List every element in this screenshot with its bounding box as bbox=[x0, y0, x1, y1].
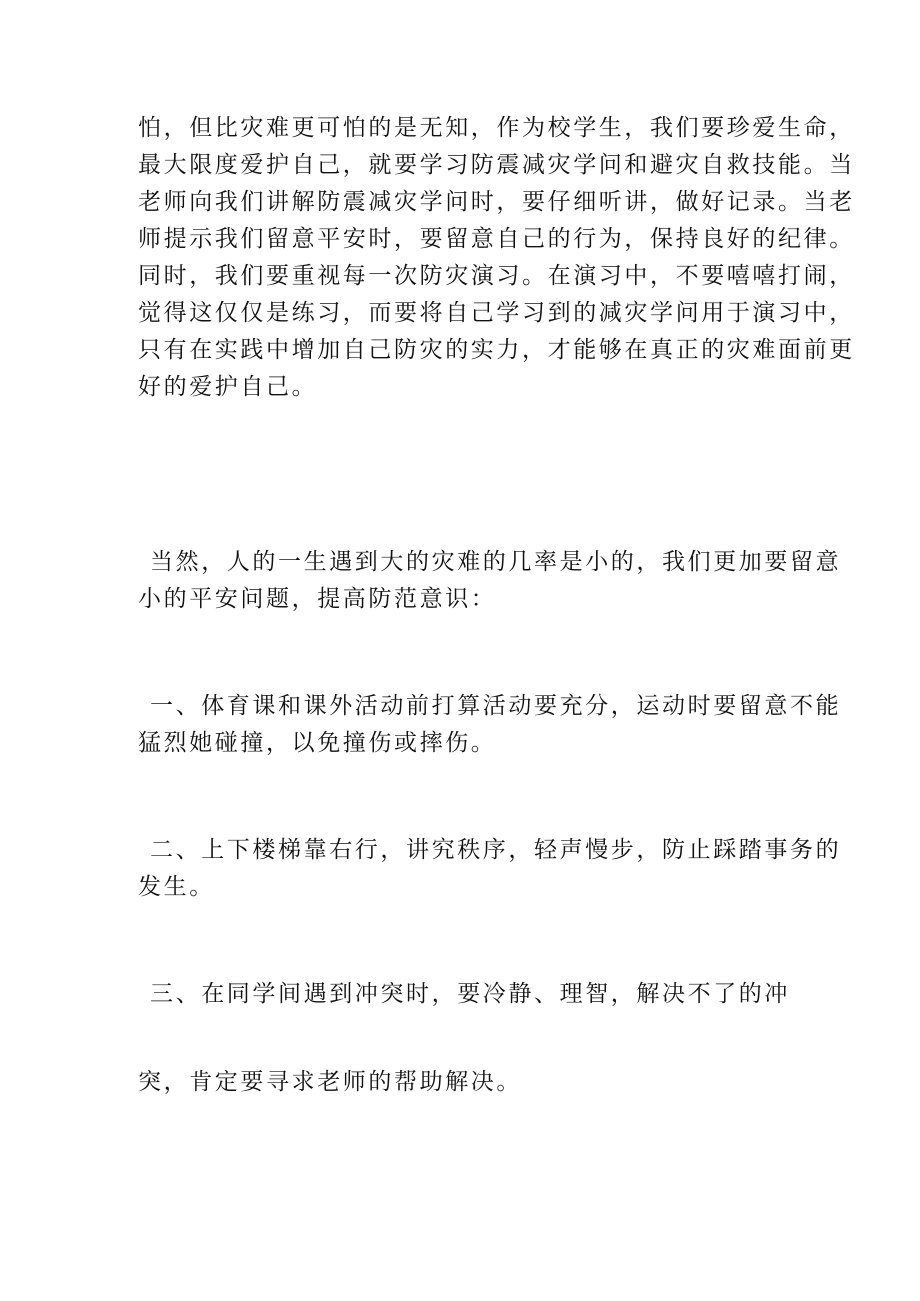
text-line: 同时，我们要重视每一次防灾演习。在演习中，不要嘻嘻打闹， bbox=[138, 263, 855, 289]
paragraph-disaster-awareness bbox=[138, 110, 855, 406]
text-line: 发生。 bbox=[138, 874, 215, 900]
text-line: 师提示我们留意平安时，要留意自己的行为，保持良好的纪律。 bbox=[138, 226, 855, 252]
text-line: 觉得这仅仅是练习，而要将自己学习到的减灾学问用于演习中， bbox=[138, 300, 855, 326]
text-line: 小的平安问题，提高防范意识： bbox=[138, 586, 497, 612]
text-line: 突，肯定要寻求老师的帮助解决。 bbox=[138, 1069, 522, 1095]
paragraph-rule-three-continued bbox=[138, 1064, 798, 1101]
text-line: 好的爱护自己。 bbox=[138, 374, 318, 400]
text-line: 二、上下楼梯靠右行，讲究秩序，轻声慢步，防止踩踏事务的 bbox=[150, 837, 842, 863]
text-line: 猛烈她碰撞，以免撞伤或摔伤。 bbox=[138, 730, 497, 756]
paragraph-safety-intro bbox=[138, 544, 842, 618]
text-line: 三、在同学间遇到冲突时，要冷静、理智，解决不了的冲 bbox=[150, 981, 790, 1007]
text-line: 最大限度爱护自己，就要学习防震减灾学问和避灾自救技能。当 bbox=[138, 152, 855, 178]
paragraph-rule-one bbox=[138, 688, 842, 762]
text-line: 当然，人的一生遇到大的灾难的几率是小的，我们更加要留意 bbox=[150, 549, 842, 575]
text-line: 老师向我们讲解防震减灾学问时，要仔细听讲，做好记录。当老 bbox=[138, 189, 855, 215]
text-line: 怕，但比灾难更可怕的是无知，作为校学生，我们要珍爱生命， bbox=[138, 115, 855, 141]
paragraph-rule-three bbox=[138, 976, 798, 1013]
paragraph-rule-two bbox=[138, 832, 842, 906]
text-line: 一、体育课和课外活动前打算活动要充分，运动时要留意不能 bbox=[150, 693, 842, 719]
text-line: 只有在实践中增加自己防灾的实力，才能够在真正的灾难面前更 bbox=[138, 337, 855, 363]
